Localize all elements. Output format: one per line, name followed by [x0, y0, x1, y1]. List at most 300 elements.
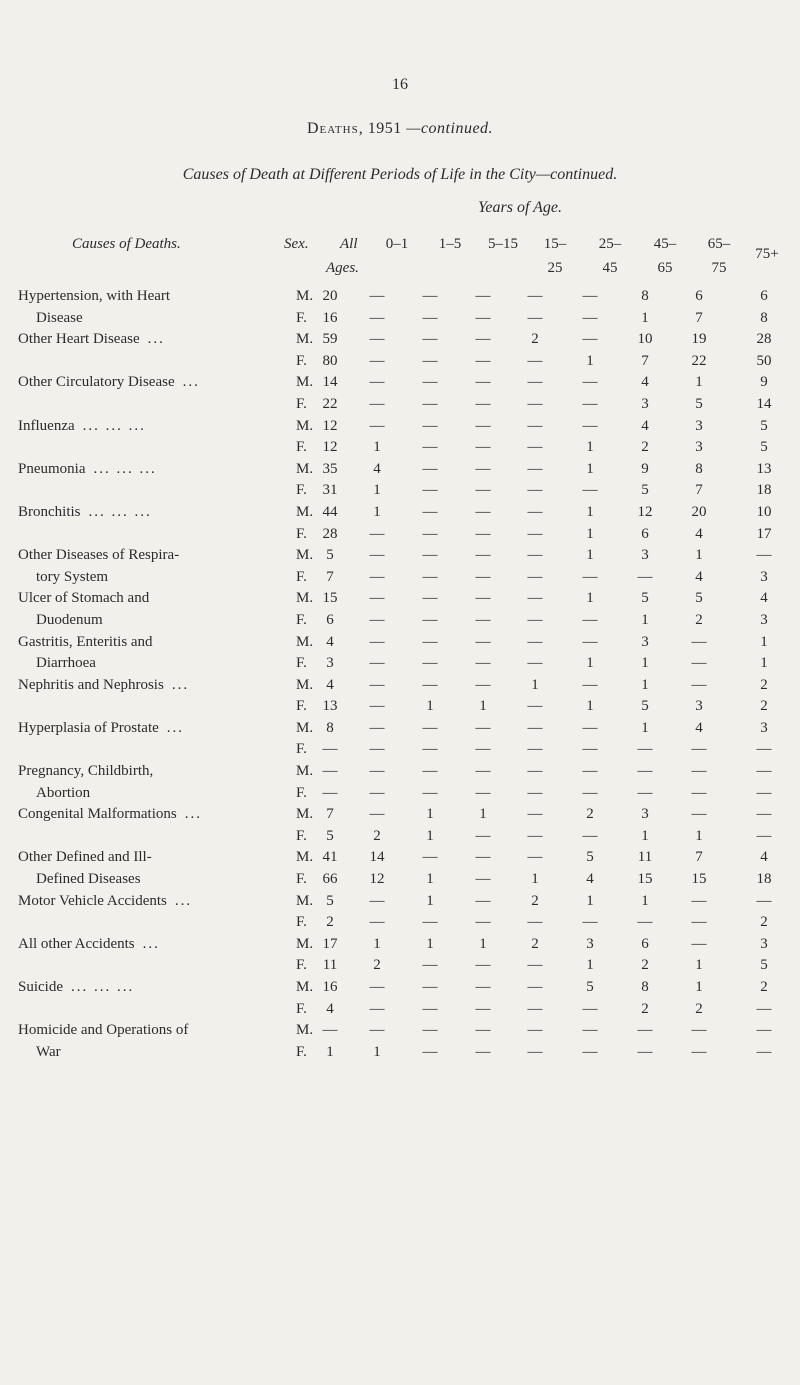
value-cell: 1: [641, 719, 649, 736]
table-row: [0, 979, 800, 1001]
value-cell: 8: [760, 309, 768, 326]
value-cell: 1: [641, 655, 649, 672]
value-cell: —: [527, 482, 543, 499]
value-cell: 13: [756, 460, 772, 477]
cause-text: Defined Diseases: [36, 871, 141, 888]
value-cell: 2: [531, 892, 539, 909]
table-row: [0, 741, 800, 763]
value-cell: 2: [695, 1000, 703, 1017]
value-cell: —: [422, 763, 438, 780]
table-row: [0, 547, 800, 569]
value-cell: 11: [637, 849, 653, 866]
table-row: [0, 763, 800, 785]
cause-text: Hyperplasia of Prostate: [18, 719, 159, 736]
value-cell: —: [475, 1022, 491, 1039]
value-cell: 3: [695, 698, 703, 715]
leader-dots: ...: [171, 676, 190, 693]
value-cell: —: [422, 590, 438, 607]
value-cell: —: [691, 1022, 707, 1039]
value-cell: —: [527, 979, 543, 995]
value-cell: —: [637, 763, 653, 780]
value-cell: —: [422, 439, 438, 456]
value-cell: —: [582, 568, 598, 585]
cause-label: [18, 677, 189, 694]
leader-dots: ... ... ...: [82, 417, 146, 434]
value-cell: —: [475, 741, 491, 758]
value-cell: —: [369, 309, 385, 326]
sex-cell: M.: [296, 935, 314, 952]
value-cell: 16: [322, 979, 338, 995]
value-cell: —: [475, 417, 491, 434]
value-cell: 11: [322, 957, 338, 974]
table-row: [0, 936, 800, 958]
cause-text: War: [36, 1043, 61, 1060]
value-cell: 4: [326, 676, 334, 693]
value-cell: 44: [322, 503, 338, 520]
value-cell: 3: [326, 655, 334, 672]
value-cell: 1: [586, 460, 594, 477]
value-cell: —: [369, 331, 385, 348]
value-cell: —: [369, 525, 385, 542]
value-cell: 7: [326, 568, 334, 585]
value-cell: —: [527, 1043, 543, 1060]
value-cell: —: [582, 482, 598, 499]
value-cell: —: [369, 914, 385, 931]
value-cell: —: [582, 676, 598, 693]
value-cell: —: [369, 676, 385, 693]
sex-cell: M.: [296, 590, 314, 607]
value-cell: 1: [760, 633, 768, 650]
value-cell: 35: [322, 460, 338, 477]
table-row: [0, 1022, 800, 1044]
value-cell: 31: [322, 482, 338, 499]
value-cell: —: [369, 741, 385, 758]
value-cell: —: [475, 547, 491, 564]
cause-text: Pneumonia: [18, 460, 86, 477]
value-cell: —: [527, 849, 543, 866]
value-cell: 7: [695, 482, 703, 499]
value-cell: —: [475, 784, 491, 801]
value-cell: —: [322, 741, 338, 758]
years-of-age-label: Years of Age.: [477, 199, 562, 216]
value-cell: —: [422, 460, 438, 477]
value-cell: 14: [369, 849, 385, 866]
value-cell: 22: [322, 395, 338, 412]
value-cell: —: [582, 417, 598, 434]
table-row: [0, 310, 800, 332]
value-cell: —: [369, 611, 385, 628]
value-cell: —: [527, 698, 543, 715]
value-cell: —: [422, 914, 438, 931]
value-cell: 1: [586, 655, 594, 672]
value-cell: —: [475, 871, 491, 888]
value-cell: —: [527, 1000, 543, 1017]
cause-text: Other Circulatory Disease: [18, 374, 175, 391]
value-cell: 10: [756, 503, 772, 520]
value-cell: —: [369, 288, 385, 304]
value-cell: —: [422, 331, 438, 348]
table-row: [0, 806, 800, 828]
value-cell: —: [422, 1043, 438, 1060]
value-cell: 5: [586, 979, 594, 995]
value-cell: —: [527, 611, 543, 628]
deaths-table: [0, 288, 800, 1065]
value-cell: 4: [695, 568, 703, 585]
value-cell: —: [582, 827, 598, 844]
value-cell: 8: [326, 719, 334, 736]
value-cell: 1: [695, 827, 703, 844]
leader-dots: ... ... ...: [93, 460, 157, 477]
table-row: [0, 871, 800, 893]
value-cell: —: [756, 784, 772, 801]
value-cell: —: [527, 784, 543, 801]
value-cell: 8: [641, 288, 649, 304]
value-cell: 20: [691, 503, 707, 520]
value-cell: —: [422, 979, 438, 995]
value-cell: —: [369, 655, 385, 672]
value-cell: 7: [695, 309, 703, 326]
value-cell: 15: [637, 871, 653, 888]
value-cell: 1: [695, 957, 703, 974]
sex-cell: M.: [296, 331, 314, 348]
leader-dots: ...: [182, 374, 200, 391]
sex-cell: F.: [296, 525, 307, 542]
table-row: [0, 288, 800, 310]
cause-text: Hypertension, with Heart: [18, 288, 171, 304]
sex-cell: F.: [296, 439, 307, 456]
value-cell: —: [582, 914, 598, 931]
value-cell: 15: [691, 871, 707, 888]
value-cell: 14: [322, 374, 338, 391]
cause-label: [18, 936, 160, 953]
header-all-line1: All: [340, 236, 358, 252]
sex-cell: F.: [296, 871, 307, 888]
value-cell: 1: [586, 957, 594, 974]
value-cell: 1: [426, 827, 434, 844]
value-cell: —: [637, 914, 653, 931]
value-cell: 2: [695, 611, 703, 628]
value-cell: —: [422, 1022, 438, 1039]
table-row: [0, 353, 800, 375]
value-cell: 1: [586, 590, 594, 607]
header-age-15-line2: 25: [547, 260, 563, 276]
sex-cell: M.: [296, 719, 314, 736]
cause-label: [36, 569, 108, 586]
value-cell: —: [475, 460, 491, 477]
value-cell: 14: [756, 395, 772, 412]
value-cell: 1: [426, 892, 434, 909]
table-row: [0, 612, 800, 634]
value-cell: 3: [695, 417, 703, 434]
value-cell: —: [475, 288, 491, 304]
value-cell: —: [756, 547, 772, 564]
value-cell: —: [691, 1043, 707, 1060]
value-cell: 19: [691, 331, 707, 348]
value-cell: —: [369, 784, 385, 801]
value-cell: 3: [586, 935, 594, 952]
value-cell: —: [322, 1022, 338, 1039]
value-cell: 6: [641, 525, 649, 542]
value-cell: —: [475, 979, 491, 995]
value-cell: —: [691, 935, 707, 952]
table-row: [0, 677, 800, 699]
value-cell: —: [422, 1000, 438, 1017]
sex-cell: F.: [296, 309, 307, 326]
value-cell: 12: [637, 503, 653, 520]
value-cell: —: [422, 503, 438, 520]
value-cell: —: [527, 806, 543, 823]
value-cell: —: [475, 763, 491, 780]
sex-cell: F.: [296, 482, 307, 499]
value-cell: 3: [641, 633, 649, 650]
value-cell: 2: [760, 676, 768, 693]
value-cell: 1: [426, 935, 434, 952]
value-cell: —: [756, 1000, 772, 1017]
cause-text: Bronchitis: [18, 503, 81, 520]
value-cell: —: [527, 395, 543, 412]
table-row: [0, 396, 800, 418]
sex-cell: M.: [296, 806, 314, 823]
cause-text: Influenza: [18, 417, 75, 434]
value-cell: —: [422, 417, 438, 434]
cause-label: [18, 418, 146, 435]
value-cell: —: [582, 288, 598, 304]
value-cell: —: [691, 806, 707, 823]
cause-label: [36, 785, 90, 802]
value-cell: —: [582, 309, 598, 326]
cause-label: [36, 310, 83, 327]
value-cell: —: [475, 1043, 491, 1060]
value-cell: 5: [326, 827, 334, 844]
value-cell: —: [582, 374, 598, 391]
value-cell: —: [527, 914, 543, 931]
value-cell: —: [691, 676, 707, 693]
value-cell: 6: [326, 611, 334, 628]
value-cell: —: [422, 784, 438, 801]
table-row: [0, 418, 800, 440]
sex-cell: M.: [296, 676, 314, 693]
value-cell: 9: [760, 374, 768, 391]
value-cell: 6: [760, 288, 768, 304]
value-cell: —: [582, 611, 598, 628]
header-age-65-line2: 75: [711, 260, 727, 276]
cause-text: Ulcer of Stomach and: [18, 590, 150, 607]
value-cell: —: [756, 892, 772, 909]
value-cell: —: [691, 914, 707, 931]
value-cell: —: [582, 763, 598, 780]
value-cell: —: [422, 482, 438, 499]
value-cell: 5: [641, 482, 649, 499]
sex-cell: F.: [296, 827, 307, 844]
cause-label: [18, 504, 152, 521]
value-cell: —: [756, 806, 772, 823]
leader-dots: ...: [184, 806, 202, 823]
sex-cell: M.: [296, 460, 314, 477]
table-row: [0, 331, 800, 353]
value-cell: —: [691, 633, 707, 650]
value-cell: —: [756, 763, 772, 780]
value-cell: 1: [531, 871, 539, 888]
header-age-65-line1: 65–: [707, 236, 731, 252]
value-cell: 80: [322, 352, 338, 369]
value-cell: 17: [756, 525, 772, 542]
table-row: [0, 914, 800, 936]
value-cell: 1: [641, 827, 649, 844]
leader-dots: ...: [142, 935, 160, 952]
value-cell: 3: [760, 719, 768, 736]
title-main: Deaths: [306, 120, 359, 137]
value-cell: 4: [641, 374, 649, 391]
value-cell: 1: [586, 439, 594, 456]
value-cell: 5: [641, 698, 649, 715]
table-row: [0, 482, 800, 504]
value-cell: 1: [641, 676, 649, 693]
value-cell: —: [369, 719, 385, 736]
value-cell: —: [527, 957, 543, 974]
value-cell: 1: [326, 1043, 334, 1060]
table-row: [0, 785, 800, 807]
value-cell: 4: [760, 590, 768, 607]
value-cell: —: [475, 849, 491, 866]
value-cell: —: [422, 849, 438, 866]
value-cell: —: [369, 979, 385, 995]
value-cell: 2: [641, 957, 649, 974]
sex-cell: F.: [296, 352, 307, 369]
value-cell: —: [527, 417, 543, 434]
table-row: [0, 828, 800, 850]
table-row: [0, 374, 800, 396]
value-cell: —: [475, 590, 491, 607]
value-cell: 4: [695, 719, 703, 736]
value-cell: —: [527, 1022, 543, 1039]
value-cell: 2: [641, 1000, 649, 1017]
value-cell: 1: [373, 1043, 381, 1060]
value-cell: —: [422, 957, 438, 974]
value-cell: —: [527, 525, 543, 542]
value-cell: 3: [641, 547, 649, 564]
header-age-1-5: 1–5: [438, 236, 462, 252]
table-row: [0, 698, 800, 720]
value-cell: —: [756, 741, 772, 758]
value-cell: 7: [641, 352, 649, 369]
value-cell: —: [475, 914, 491, 931]
header-age-75-plus: 75+: [755, 246, 779, 262]
value-cell: 17: [322, 935, 338, 952]
value-cell: 2: [373, 957, 381, 974]
value-cell: —: [582, 1000, 598, 1017]
value-cell: 1: [586, 503, 594, 520]
value-cell: —: [582, 1022, 598, 1039]
header-age-25-line2: 45: [602, 260, 618, 276]
sex-cell: F.: [296, 655, 307, 672]
value-cell: —: [422, 352, 438, 369]
value-cell: —: [422, 655, 438, 672]
value-cell: —: [527, 503, 543, 520]
table-row: [0, 526, 800, 548]
value-cell: 1: [426, 806, 434, 823]
cause-text: Congenital Malformations: [18, 806, 177, 823]
value-cell: 1: [373, 503, 381, 520]
value-cell: —: [637, 568, 653, 585]
sex-cell: F.: [296, 1043, 307, 1060]
title-year: , 1951: [358, 120, 402, 137]
value-cell: 1: [695, 547, 703, 564]
sex-cell: M.: [296, 288, 314, 304]
cause-label: [18, 893, 192, 910]
value-cell: 5: [695, 590, 703, 607]
sex-cell: F.: [296, 1000, 307, 1017]
table-row: [0, 957, 800, 979]
value-cell: —: [475, 331, 491, 348]
value-cell: 3: [641, 395, 649, 412]
value-cell: 1: [641, 611, 649, 628]
value-cell: 2: [760, 698, 768, 715]
cause-label: [18, 720, 184, 737]
cause-label: [18, 634, 153, 651]
value-cell: —: [756, 1043, 772, 1060]
value-cell: 28: [756, 331, 772, 348]
cause-label: [36, 871, 141, 888]
value-cell: —: [475, 892, 491, 909]
value-cell: 28: [322, 525, 338, 542]
value-cell: 1: [373, 439, 381, 456]
table-row: [0, 569, 800, 591]
value-cell: —: [475, 482, 491, 499]
header-age-45-line2: 65: [657, 260, 673, 276]
leader-dots: ...: [166, 719, 185, 736]
value-cell: 2: [760, 914, 768, 931]
value-cell: 1: [426, 698, 434, 715]
value-cell: 12: [369, 871, 385, 888]
cause-label: [36, 655, 96, 672]
sex-cell: F.: [296, 914, 307, 931]
leader-dots: ... ... ...: [88, 503, 152, 520]
value-cell: —: [422, 395, 438, 412]
value-cell: 3: [641, 806, 649, 823]
value-cell: —: [475, 503, 491, 520]
value-cell: 1: [373, 482, 381, 499]
title-suffix: —continued.: [406, 120, 494, 137]
value-cell: —: [422, 288, 438, 304]
sex-cell: F.: [296, 568, 307, 585]
header-all-line2: Ages.: [326, 260, 359, 276]
value-cell: 20: [322, 288, 338, 304]
value-cell: —: [756, 827, 772, 844]
cause-text: Nephritis and Nephrosis: [18, 676, 164, 693]
cause-label: [18, 979, 134, 996]
value-cell: 5: [641, 590, 649, 607]
cause-text: Other Diseases of Respira-: [18, 547, 180, 564]
value-cell: 16: [322, 309, 338, 326]
cause-label: [18, 374, 200, 391]
value-cell: —: [475, 309, 491, 326]
header-age-15-line1: 15–: [543, 236, 567, 252]
value-cell: 5: [586, 849, 594, 866]
value-cell: 4: [326, 1000, 334, 1017]
value-cell: —: [422, 676, 438, 693]
value-cell: —: [422, 568, 438, 585]
leader-dots: ... ... ...: [71, 979, 135, 995]
value-cell: —: [369, 352, 385, 369]
value-cell: —: [475, 676, 491, 693]
value-cell: 4: [586, 871, 594, 888]
value-cell: 4: [760, 849, 768, 866]
value-cell: 2: [373, 827, 381, 844]
cause-text: Pregnancy, Childbirth,: [18, 763, 154, 780]
value-cell: —: [422, 309, 438, 326]
cause-text: Disease: [36, 309, 83, 326]
value-cell: 2: [586, 806, 594, 823]
